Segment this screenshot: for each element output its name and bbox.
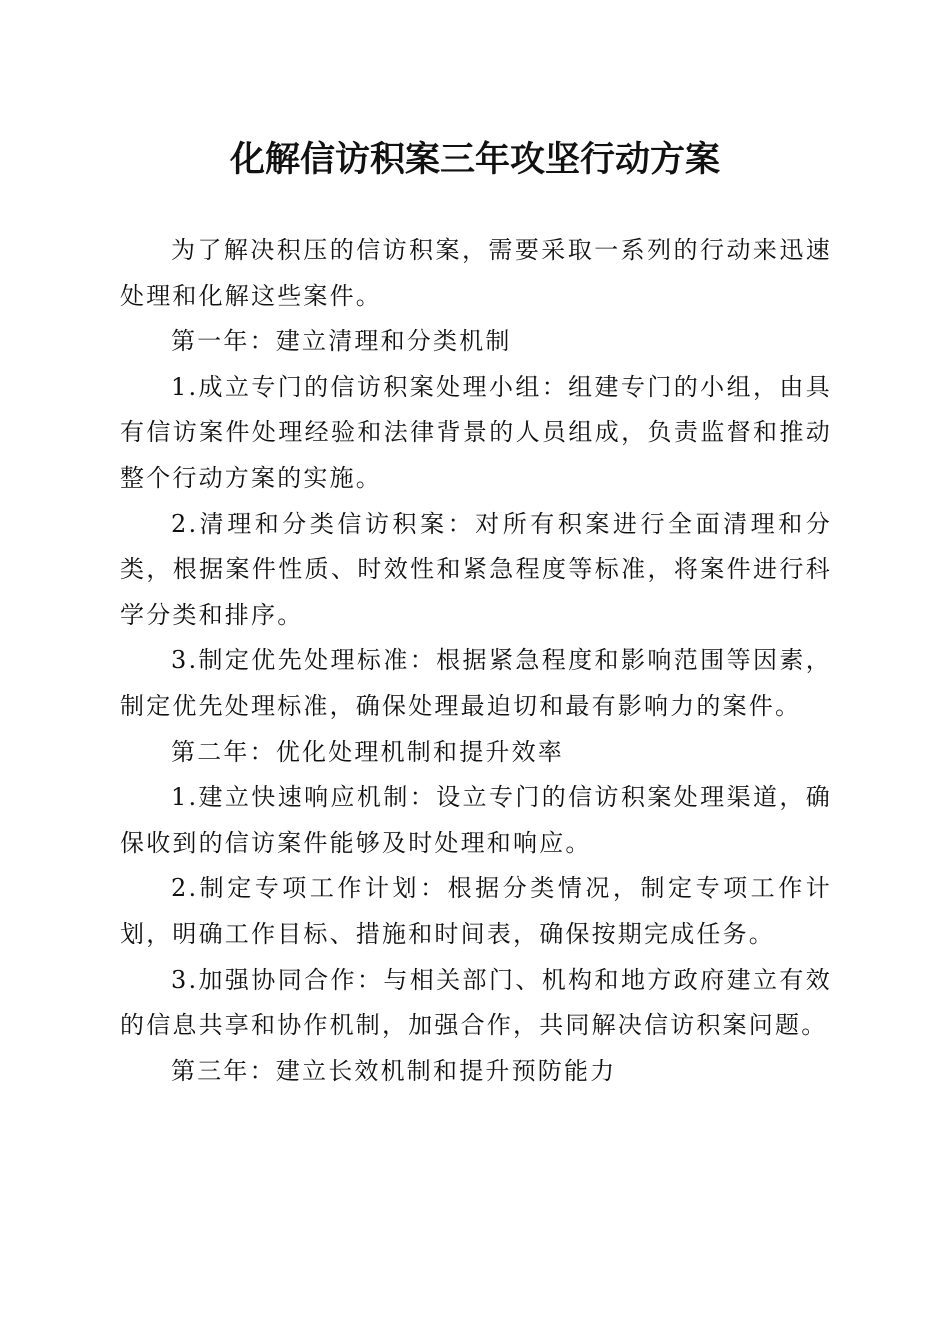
- year-2-item-1: 1.建立快速响应机制：设立专门的信访积案处理渠道，确保收到的信访案件能够及时处理和响应。: [120, 783, 832, 857]
- intro-paragraph: 为了解决积压的信访积案，需要采取一系列的行动来迅速处理和化解这些案件。: [120, 236, 832, 310]
- section-heading-year-2: 第二年：优化处理机制和提升效率: [171, 737, 564, 766]
- year-1-item-3: 3.制定优先处理标准：根据紧急程度和影响范围等因素，制定优先处理标准，确保处理最迫切和最有影响力的案件。: [120, 646, 832, 720]
- year-1-item-2: 2.清理和分类信访积案：对所有积案进行全面清理和分类，根据案件性质、时效性和紧急程度等标准，将案件进行科学分类和排序。: [120, 509, 832, 629]
- year-2-item-3: 3.加强协同合作：与相关部门、机构和地方政府建立有效的信息共享和协作机制，加强合作，共同解决信访积案问题。: [120, 965, 832, 1040]
- year-2-item-2: 2.制定专项工作计划：根据分类情况，制定专项工作计划，明确工作目标、措施和时间表，确保按期完成任务。: [120, 874, 832, 948]
- document-body: [120, 228, 832, 1094]
- year-1-item-1: 1.成立专门的信访积案处理小组：组建专门的小组，由具有信访案件处理经验和法律背景的人员组成，负责监督和推动整个行动方案的实施。: [120, 372, 832, 492]
- section-heading-year-3: 第三年：建立长效机制和提升预防能力: [171, 1056, 617, 1085]
- section-heading-year-1: 第一年：建立清理和分类机制: [171, 327, 512, 356]
- document-title: 化解信访积案三年攻坚行动方案: [229, 139, 720, 180]
